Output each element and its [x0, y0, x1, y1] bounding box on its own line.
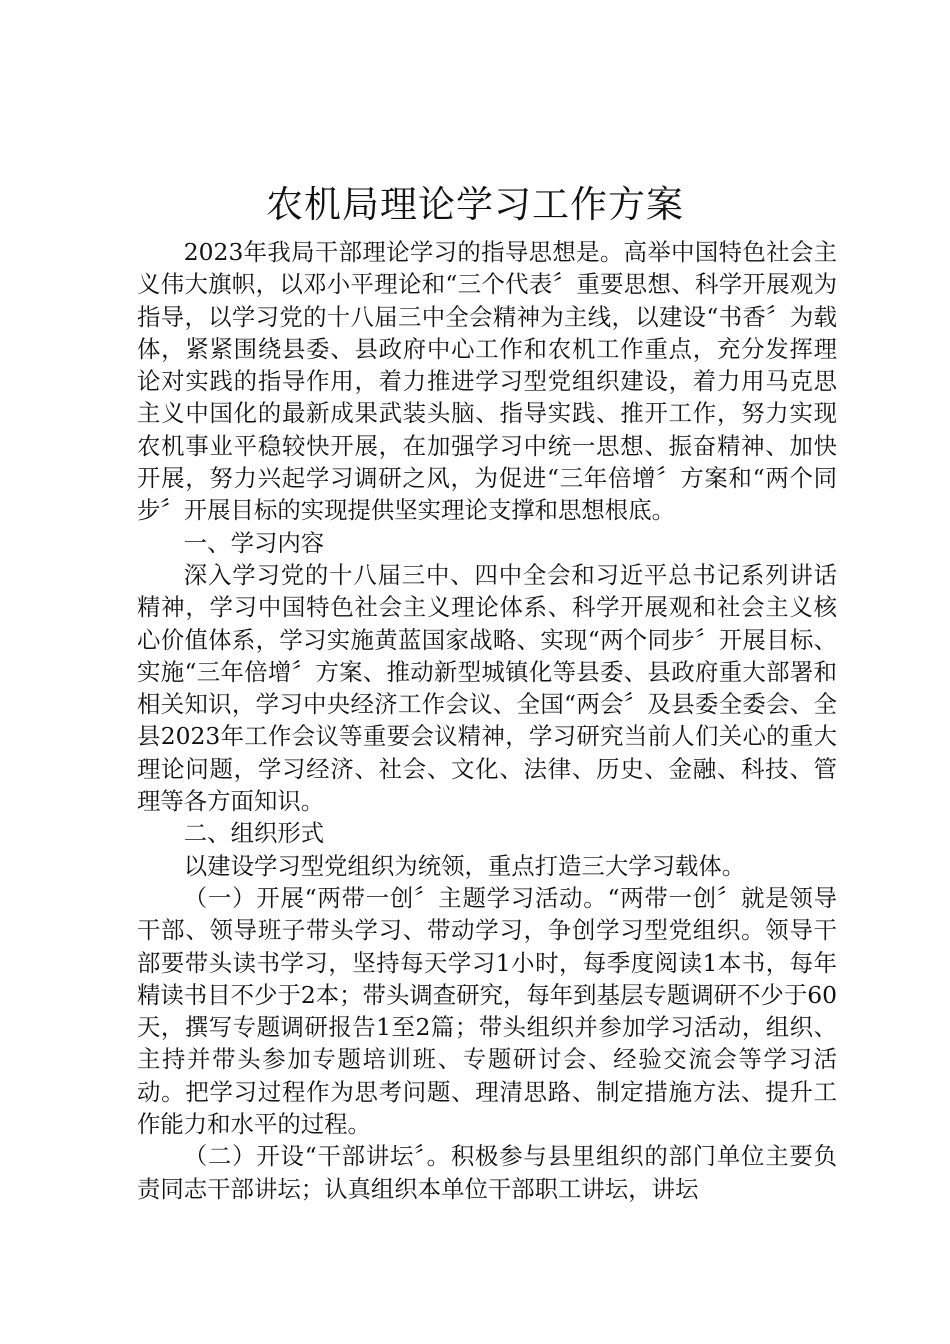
- paragraph-study-content: 深入学习党的十八届三中、四中全会和习近平总书记系列讲话精神，学习中国特色社会主义理论体系、科学开展观和社会主义核心价值体系，学习实施黄蓝国家战略、实现“两个同步〞开展目标、实施“三年倍增〞方案、推动新型城镇化等县委、县政府重大部署和相关知识，学习中央经济工作会议、全国“两会〞及县委全委会、全县2023年工作会议等重要会议精神，学习研究当前人们关心的重大理论问题，学习经济、社会、文化、法律、历史、金融、科技、管理等各方面知识。: [137, 560, 837, 816]
- section-heading-organization-form: 二、组织形式: [183, 819, 325, 848]
- paragraph-two-lead-one-create: （一）开展“两带一创〞主题学习活动。“两带一创〞就是领导干部、领导班子带头学习、带动学习，争创学习型党组织。领导干部要带头读书学习，坚持每天学习1小时，每季度阅读1本书，每年精读书目不少于2本；带头调查研究，每年到基层专题调研不少于60天，撰写专题调研报告1至2篇；带头组织并参加学习活动，组织、主持并带头参加专题培训班、专题研讨会、经验交流会等学习活动。把学习过程作为思考问题、理清思路、制定措施方法、提升工作能力和水平的过程。: [137, 883, 837, 1139]
- document-title: 农机局理论学习工作方案: [266, 183, 684, 226]
- paragraph-cadre-forum: （二）开设“干部讲坛〞。积极参与县里组织的部门单位主要负责同志干部讲坛；认真组织本单位干部职工讲坛，讲坛: [137, 1142, 837, 1203]
- document-body: [137, 236, 837, 1205]
- paragraph-guiding-ideology: 2023年我局干部理论学习的指导思想是。高举中国特色社会主义伟大旗帜，以邓小平理论和“三个代表〞重要思想、科学开展观为指导，以学习党的十八届三中全会精神为主线，以建设“书香〞为载体，紧紧围绕县委、县政府中心工作和农机工作重点，充分发挥理论对实践的指导作用，着力推进学习型党组织建设，着力用马克思主义中国化的最新成果武装头脑、指导实践、推开工作，努力实现农机事业平稳较快开展，在加强学习中统一思想、振奋精神、加快开展，努力兴起学习调研之风，为促进“三年倍增〞方案和“两个同步〞开展目标的实现提供坚实理论支撑和思想根底。: [137, 238, 837, 525]
- section-heading-study-content: 一、学习内容: [183, 528, 325, 557]
- paragraph-organization-intro: 以建设学习型党组织为统领，重点打造三大学习载体。: [183, 851, 746, 880]
